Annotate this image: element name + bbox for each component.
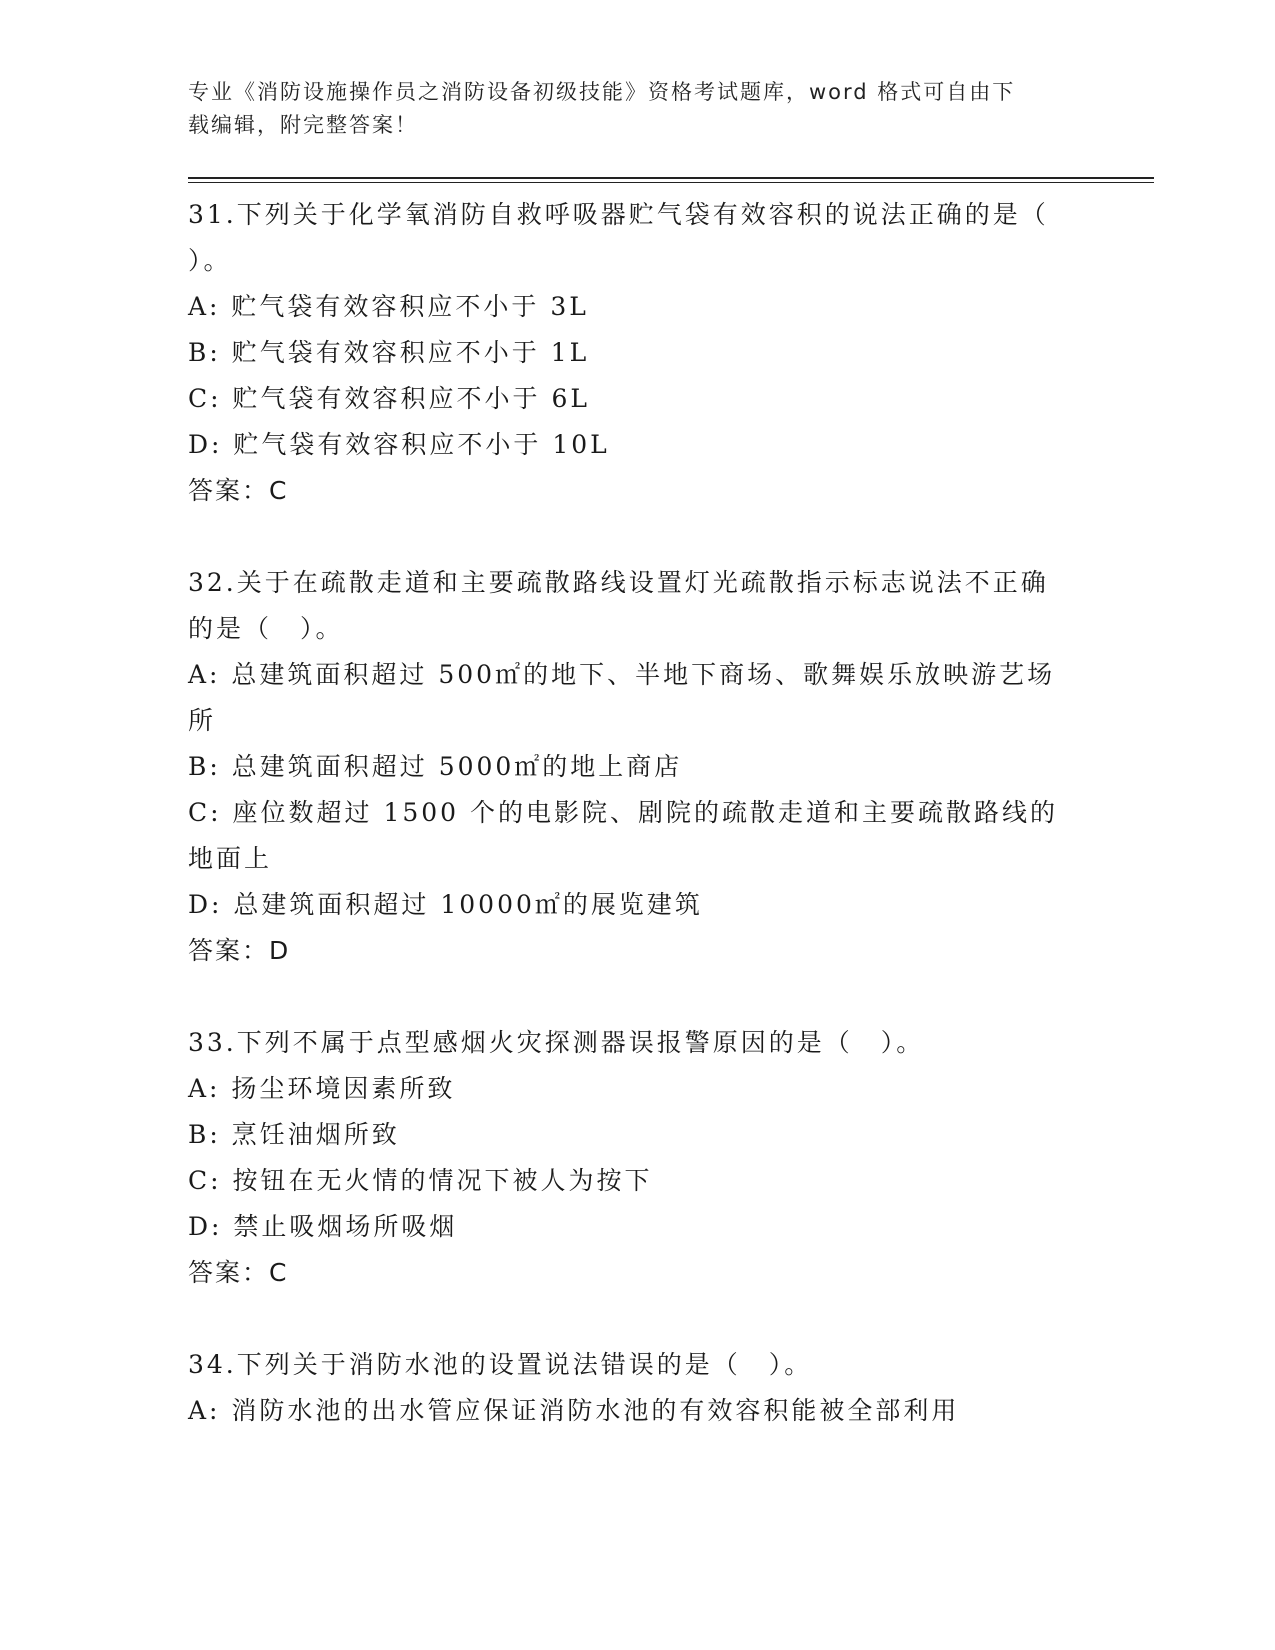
question-stem: 31.下列关于化学氧消防自救呼吸器贮气袋有效容积的说法正确的是（ xyxy=(188,200,1049,229)
header-divider-thin xyxy=(188,182,1154,183)
option-a: A: 贮气袋有效容积应不小于 3L xyxy=(188,292,589,321)
question-32 xyxy=(188,560,1088,974)
spacer xyxy=(188,514,1088,560)
option-c: C: 贮气袋有效容积应不小于 6L xyxy=(188,384,590,413)
question-list xyxy=(188,192,1088,1434)
header-line-1: 专业《消防设施操作员之消防设备初级技能》资格考试题库，word 格式可自由下 xyxy=(188,80,1016,104)
option-b: B: 总建筑面积超过 5000㎡的地上商店 xyxy=(188,752,683,781)
answer: 答案：D xyxy=(188,936,291,965)
option-c: C: 按钮在无火情的情况下被人为按下 xyxy=(188,1166,653,1195)
option-a-continued: 所 xyxy=(188,706,217,735)
question-stem-continued: 的是（ ）。 xyxy=(188,614,344,643)
option-d: D: 总建筑面积超过 10000㎡的展览建筑 xyxy=(188,890,703,919)
answer: 答案：C xyxy=(188,476,289,505)
question-31 xyxy=(188,192,1088,514)
question-34 xyxy=(188,1342,1088,1434)
option-a: A: 扬尘环境因素所致 xyxy=(188,1074,456,1103)
header-line-2: 载编辑，附完整答案！ xyxy=(188,113,418,137)
option-c: C: 座位数超过 1500 个的电影院、剧院的疏散走道和主要疏散路线的 xyxy=(188,798,1059,827)
document-header xyxy=(188,76,1068,142)
question-stem-continued: ）。 xyxy=(188,246,232,275)
option-b: B: 贮气袋有效容积应不小于 1L xyxy=(188,338,590,367)
option-a: A: 总建筑面积超过 500㎡的地下、半地下商场、歌舞娱乐放映游艺场 xyxy=(188,660,1056,689)
question-stem: 33.下列不属于点型感烟火灾探测器误报警原因的是（ ）。 xyxy=(188,1028,925,1057)
spacer xyxy=(188,974,1088,1020)
question-stem: 34.下列关于消防水池的设置说法错误的是（ ）。 xyxy=(188,1350,813,1379)
option-d: D: 贮气袋有效容积应不小于 10L xyxy=(188,430,610,459)
option-c-continued: 地面上 xyxy=(188,844,273,873)
option-b: B: 烹饪油烟所致 xyxy=(188,1120,400,1149)
question-stem: 32.关于在疏散走道和主要疏散路线设置灯光疏散指示标志说法不正确 xyxy=(188,568,1049,597)
question-33 xyxy=(188,1020,1088,1296)
option-a: A: 消防水池的出水管应保证消防水池的有效容积能被全部利用 xyxy=(188,1396,960,1425)
header-divider-thick xyxy=(188,177,1154,179)
answer: 答案：C xyxy=(188,1258,289,1287)
spacer xyxy=(188,1296,1088,1342)
option-d: D: 禁止吸烟场所吸烟 xyxy=(188,1212,458,1241)
